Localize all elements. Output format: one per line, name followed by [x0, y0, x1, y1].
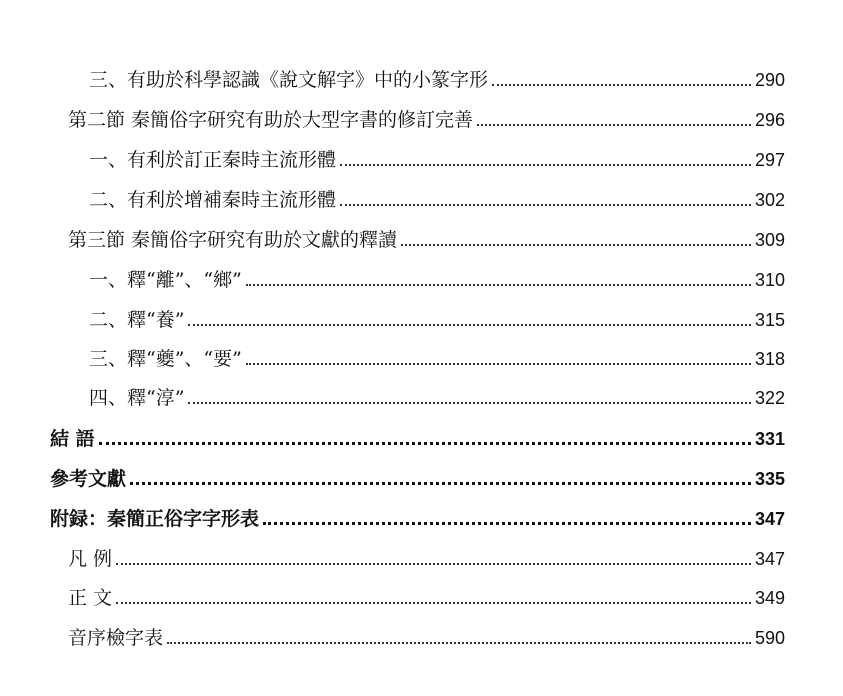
- toc-entry[interactable]: [89, 180, 785, 212]
- dot-leader: [130, 482, 751, 485]
- toc-page-number: 347: [754, 549, 785, 569]
- toc-page-number: 331: [754, 429, 785, 449]
- toc-page-number: 296: [754, 110, 785, 130]
- dot-leader: [188, 402, 751, 404]
- toc-page-number: 322: [754, 388, 785, 408]
- toc-page-number: 297: [754, 150, 785, 170]
- dot-leader: [188, 324, 751, 326]
- toc-entry[interactable]: [68, 618, 785, 650]
- toc-entry-title: 參考文獻: [50, 468, 127, 490]
- toc-entry-title: 二、釋“養”: [89, 309, 185, 331]
- dot-leader: [340, 204, 751, 206]
- dot-leader: [263, 522, 751, 525]
- toc-page-number: 335: [754, 469, 785, 489]
- toc-entry[interactable]: [50, 499, 785, 531]
- dot-leader: [246, 284, 751, 286]
- toc-entry-title: 三、釋“夔”、“要”: [89, 348, 242, 370]
- toc-page-number: 590: [754, 628, 785, 648]
- toc-entry-title: 一、有利於訂正秦時主流形體: [89, 149, 337, 171]
- toc-entry-title: 結 語: [50, 428, 95, 450]
- toc-entry[interactable]: [89, 339, 785, 371]
- toc-entry-title: 凡 例: [68, 548, 113, 570]
- toc-entry-title: 第三節 秦簡俗字研究有助於文獻的釋讀: [68, 229, 398, 251]
- toc-entry[interactable]: [50, 419, 785, 451]
- toc-page-number: 349: [754, 588, 785, 608]
- toc-page-number: 315: [754, 310, 785, 330]
- dot-leader: [116, 602, 751, 604]
- dot-leader: [167, 642, 751, 644]
- toc-entry[interactable]: [89, 60, 785, 92]
- dot-leader: [99, 442, 751, 445]
- toc-entry-title: 附録：秦簡正俗字字形表: [50, 508, 260, 530]
- toc-entry-title: 正 文: [68, 587, 113, 609]
- toc-page-number: 309: [754, 230, 785, 250]
- toc-entry[interactable]: [68, 220, 785, 252]
- dot-leader: [340, 164, 751, 166]
- toc-entry[interactable]: [68, 100, 785, 132]
- dot-leader: [477, 124, 751, 126]
- dot-leader: [401, 244, 751, 246]
- toc-entry[interactable]: [89, 260, 785, 292]
- toc-entry[interactable]: [89, 300, 785, 332]
- toc-entry[interactable]: [89, 378, 785, 410]
- toc-entry-title: 四、釋“淳”: [89, 387, 185, 409]
- toc-entry[interactable]: [50, 459, 785, 491]
- toc-entry-title: 音序檢字表: [68, 627, 164, 649]
- dot-leader: [246, 363, 751, 365]
- toc-entry[interactable]: [89, 140, 785, 172]
- toc-page-number: 310: [754, 270, 785, 290]
- toc-page-number: 318: [754, 349, 785, 369]
- toc-entry[interactable]: [68, 578, 785, 610]
- toc-entry-title: 二、有利於增補秦時主流形體: [89, 189, 337, 211]
- toc-entry[interactable]: [68, 539, 785, 571]
- toc-page-number: 347: [754, 509, 785, 529]
- toc-page-number: 290: [754, 70, 785, 90]
- toc-entry-title: 三、有助於科學認識《說文解字》中的小篆字形: [89, 69, 489, 91]
- toc-entry-title: 第二節 秦簡俗字研究有助於大型字書的修訂完善: [68, 109, 474, 131]
- dot-leader: [116, 563, 751, 565]
- toc-entry-title: 一、釋“離”、“鄉”: [89, 269, 242, 291]
- toc-page-number: 302: [754, 190, 785, 210]
- dot-leader: [492, 84, 751, 86]
